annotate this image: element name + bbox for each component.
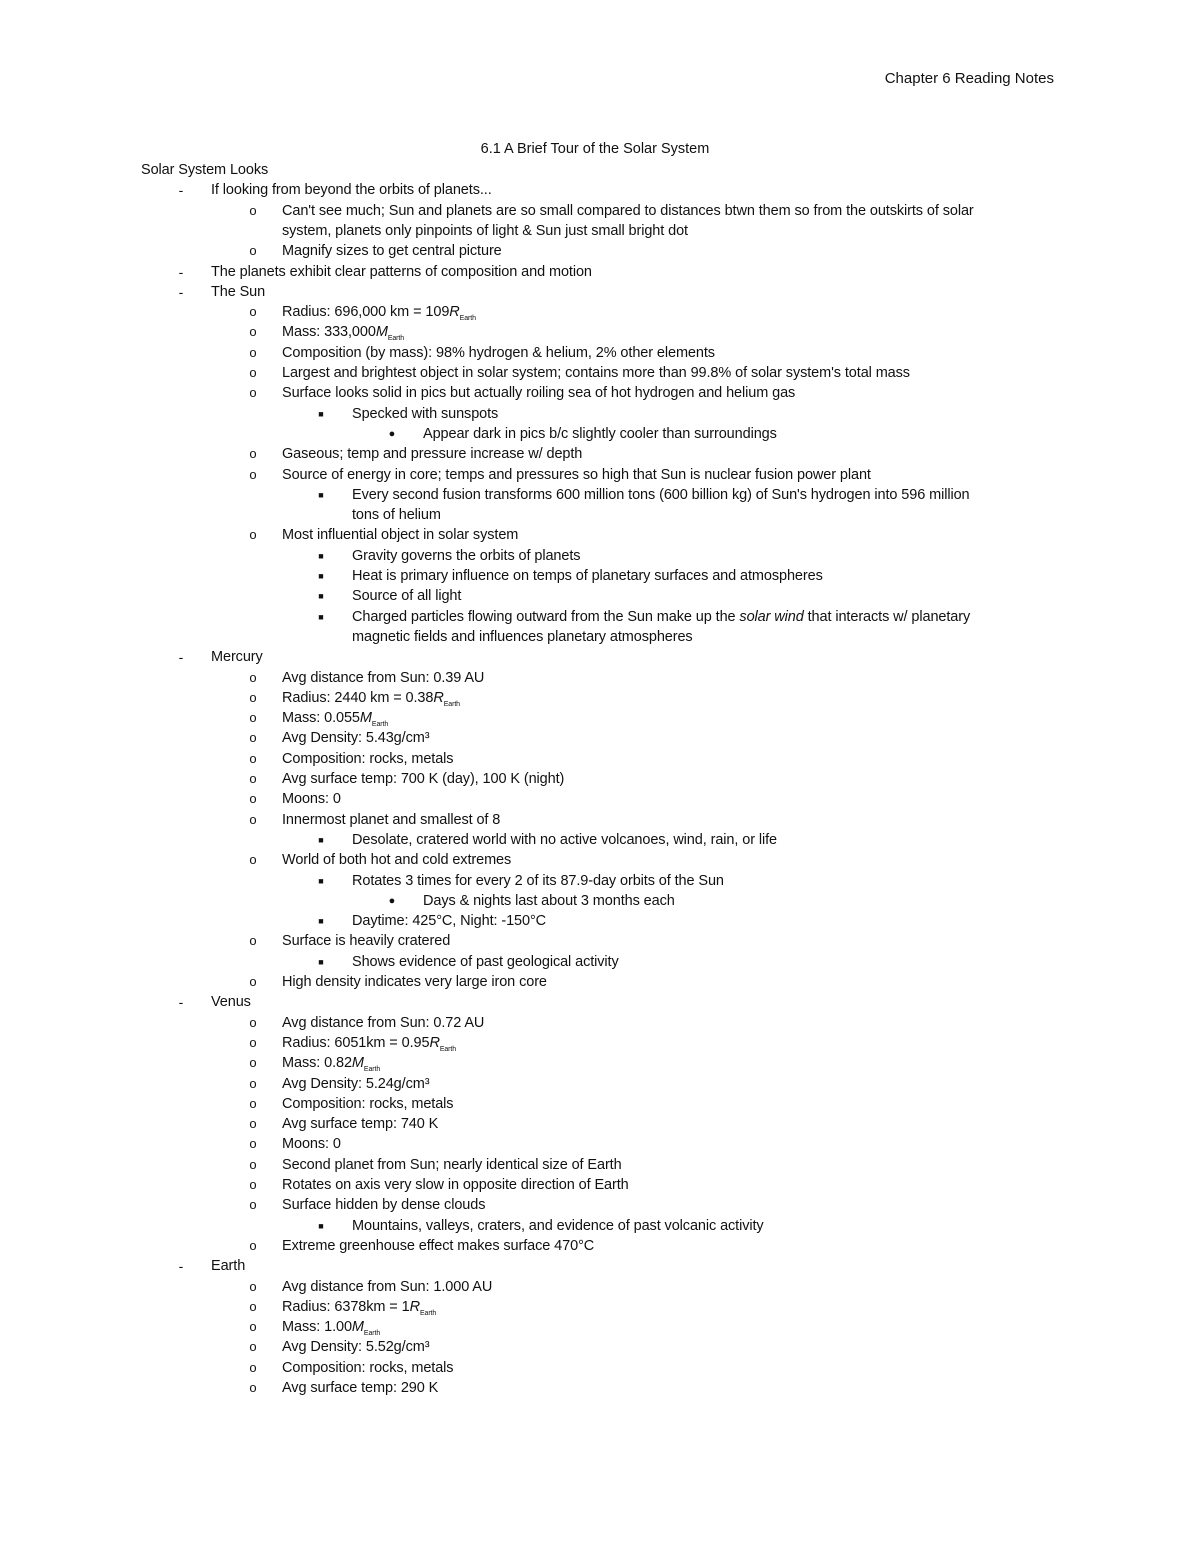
outline-item: Source of all light — [352, 588, 462, 604]
bullet-marker: o — [249, 1360, 257, 1375]
bullet-marker: o — [249, 1157, 257, 1172]
bullet-marker: ■ — [318, 612, 324, 622]
bullet-marker: ■ — [318, 490, 324, 500]
bullet-marker: o — [249, 974, 257, 989]
bullet-marker: o — [249, 1279, 257, 1294]
section-title: 6.1 A Brief Tour of the Solar System — [480, 141, 710, 157]
outline-item: Radius: $6378km = 1R_{Earth}$ — [282, 1299, 437, 1317]
bullet-marker: ■ — [318, 409, 324, 419]
outline-item: Innermost planet and smallest of 8 — [282, 812, 501, 828]
outline-item: magnetic fields and influences planetary atmospheres — [352, 629, 693, 645]
bullet-marker: ■ — [318, 551, 324, 561]
bullet-marker: ■ — [318, 591, 324, 601]
outline-item: Moons: 0 — [282, 1136, 341, 1152]
bullet-marker: o — [249, 203, 257, 218]
outline-item: Days & nights last about 3 months each — [423, 893, 675, 909]
outline-item: World of both hot and cold extremes — [282, 852, 512, 868]
bullet-marker: o — [249, 1096, 257, 1111]
outline-item: Surface looks solid in pics but actually roiling sea of hot hydrogen and helium gas — [282, 385, 796, 401]
outline-item: Second planet from Sun; nearly identical size of Earth — [282, 1157, 622, 1173]
outline-item: Mercury — [211, 649, 263, 665]
bullet-marker: ■ — [318, 835, 324, 845]
bullet-marker: o — [249, 1035, 257, 1050]
outline-item: Rotates on axis very slow in opposite direction of Earth — [282, 1177, 629, 1193]
bullet-marker: - — [178, 1258, 184, 1274]
outline-item: Avg Density: 5.52g/cm³ — [282, 1339, 430, 1355]
outline-item: Avg distance from Sun: 1.000 AU — [282, 1279, 493, 1295]
bullet-marker: o — [249, 852, 257, 867]
bullet-marker: o — [249, 1197, 257, 1212]
bullet-marker: o — [249, 1299, 257, 1314]
bullet-marker: o — [249, 1136, 257, 1151]
bullet-marker: - — [178, 649, 184, 665]
bullet-marker: o — [249, 933, 257, 948]
outline-item: Rotates 3 times for every 2 of its 87.9-day orbits of the Sun — [352, 873, 724, 889]
bullet-marker: - — [178, 994, 184, 1010]
bullet-marker: - — [178, 182, 184, 198]
outline-item: Avg Density: 5.24g/cm³ — [282, 1076, 430, 1092]
bullet-marker: o — [249, 791, 257, 806]
bullet-marker: ● — [388, 428, 396, 440]
outline-item: tons of helium — [352, 507, 441, 523]
outline-item: Largest and brightest object in solar system; contains more than 99.8% of solar system's total mass — [282, 365, 910, 381]
outline-item: Shows evidence of past geological activity — [352, 954, 619, 970]
bullet-marker: o — [249, 1380, 257, 1395]
outline-item: Gaseous; temp and pressure increase w/ depth — [282, 446, 583, 462]
bullet-marker: o — [249, 1238, 257, 1253]
outline-item: Mass: $333,000M_{Earth}$ — [282, 324, 405, 342]
bullet-marker: o — [249, 812, 257, 827]
bullet-marker: o — [249, 304, 257, 319]
outline-item: Surface is heavily cratered — [282, 933, 451, 949]
bullet-marker: o — [249, 751, 257, 766]
bullet-marker: o — [249, 527, 257, 542]
outline-item: Avg distance from Sun: 0.39 AU — [282, 670, 485, 686]
page-header: Chapter 6 Reading Notes — [884, 70, 1054, 87]
outline-item: Source of energy in core; temps and pressures so high that Sun is nuclear fusion power plant — [282, 467, 871, 483]
bullet-marker: ■ — [318, 571, 324, 581]
outline-item: High density indicates very large iron core — [282, 974, 547, 990]
outline-item: Composition: rocks, metals — [282, 1096, 454, 1112]
outline-item: If looking from beyond the orbits of planets... — [211, 182, 492, 198]
outline-item: Charged particles flowing outward from the Sun make up the solar wind that interacts w/ planetary — [352, 609, 971, 625]
bullet-marker: o — [249, 1116, 257, 1131]
outline-item: Avg distance from Sun: 0.72 AU — [282, 1015, 485, 1031]
outline-item: Composition: rocks, metals — [282, 1360, 454, 1376]
bullet-marker: ■ — [318, 957, 324, 967]
outline-item: Radius: $6051km = 0.95R_{Earth}$ — [282, 1035, 457, 1053]
outline-item: Gravity governs the orbits of planets — [352, 548, 581, 564]
bullet-marker: o — [249, 1076, 257, 1091]
outline-item: Avg surface temp: 740 K — [282, 1116, 439, 1132]
bullet-marker: ■ — [318, 916, 324, 926]
outline-item: Radius: 2440 km = $0.38R_{Earth}$ — [282, 690, 460, 708]
outline-item: The Sun — [211, 284, 266, 300]
bullet-marker: ■ — [318, 1221, 324, 1231]
bullet-marker: o — [249, 1015, 257, 1030]
bullet-marker: o — [249, 730, 257, 745]
bullet-marker: o — [249, 446, 257, 461]
bullet-marker: o — [249, 690, 257, 705]
outline-item: system, planets only pinpoints of light & Sun just small bright dot — [282, 223, 688, 239]
outline-item: Mass: $0.055M_{Earth}$ — [282, 710, 389, 728]
outline-item: Every second fusion transforms 600 million tons (600 billion kg) of Sun's hydrogen into 596 million — [352, 487, 970, 503]
outline-item: Earth — [211, 1258, 246, 1274]
outline-item: Mass: $1.00M_{Earth}$ — [282, 1319, 381, 1337]
outline-item: Specked with sunspots — [352, 406, 499, 422]
bullet-marker: o — [249, 670, 257, 685]
bullet-marker: o — [249, 1055, 257, 1070]
outline-item: Mountains, valleys, craters, and evidence of past volcanic activity — [352, 1218, 764, 1234]
outline-item: Avg surface temp: 290 K — [282, 1380, 439, 1396]
bullet-marker: ● — [388, 895, 396, 907]
outline-item: The planets exhibit clear patterns of composition and motion — [211, 264, 592, 280]
outline-item: Magnify sizes to get central picture — [282, 243, 502, 259]
outline-item: Venus — [211, 994, 251, 1010]
outline-item: Surface hidden by dense clouds — [282, 1197, 486, 1213]
outline-item: Radius: 696,000 km = $109R_{Earth}$ — [282, 304, 476, 322]
outline-item: Mass: $0.82M_{Earth}$ — [282, 1055, 381, 1073]
bullet-marker: ■ — [318, 876, 324, 886]
outline-item: Composition: rocks, metals — [282, 751, 454, 767]
bullet-marker: - — [178, 264, 184, 280]
outline-item: Most influential object in solar system — [282, 527, 519, 543]
bullet-marker: o — [249, 1339, 257, 1354]
outline-item: Appear dark in pics b/c slightly cooler than surroundings — [423, 426, 777, 442]
bullet-marker: - — [178, 284, 184, 300]
bullet-marker: o — [249, 324, 257, 339]
outline-item: Daytime: 425°C, Night: -150°C — [352, 913, 547, 929]
outline-item: Desolate, cratered world with no active volcanoes, wind, rain, or life — [352, 832, 777, 848]
bullet-marker: o — [249, 710, 257, 725]
outline-item: Avg surface temp: 700 K (day), 100 K (night) — [282, 771, 565, 787]
outline-item: Composition (by mass): 98% hydrogen & helium, 2% other elements — [282, 345, 715, 361]
section-heading: Solar System Looks — [141, 162, 269, 178]
bullet-marker: o — [249, 1177, 257, 1192]
outline-item: Heat is primary influence on temps of planetary surfaces and atmospheres — [352, 568, 823, 584]
outline-item: Can't see much; Sun and planets are so small compared to distances btwn them so from the outskirts of solar — [282, 203, 974, 219]
outline-item: Avg Density: 5.43g/cm³ — [282, 730, 430, 746]
bullet-marker: o — [249, 243, 257, 258]
bullet-marker: o — [249, 385, 257, 400]
bullet-marker: o — [249, 345, 257, 360]
bullet-marker: o — [249, 771, 257, 786]
bullet-marker: o — [249, 365, 257, 380]
bullet-marker: o — [249, 467, 257, 482]
outline-item: Extreme greenhouse effect makes surface 470°C — [282, 1238, 595, 1254]
bullet-marker: o — [249, 1319, 257, 1334]
outline-item: Moons: 0 — [282, 791, 341, 807]
